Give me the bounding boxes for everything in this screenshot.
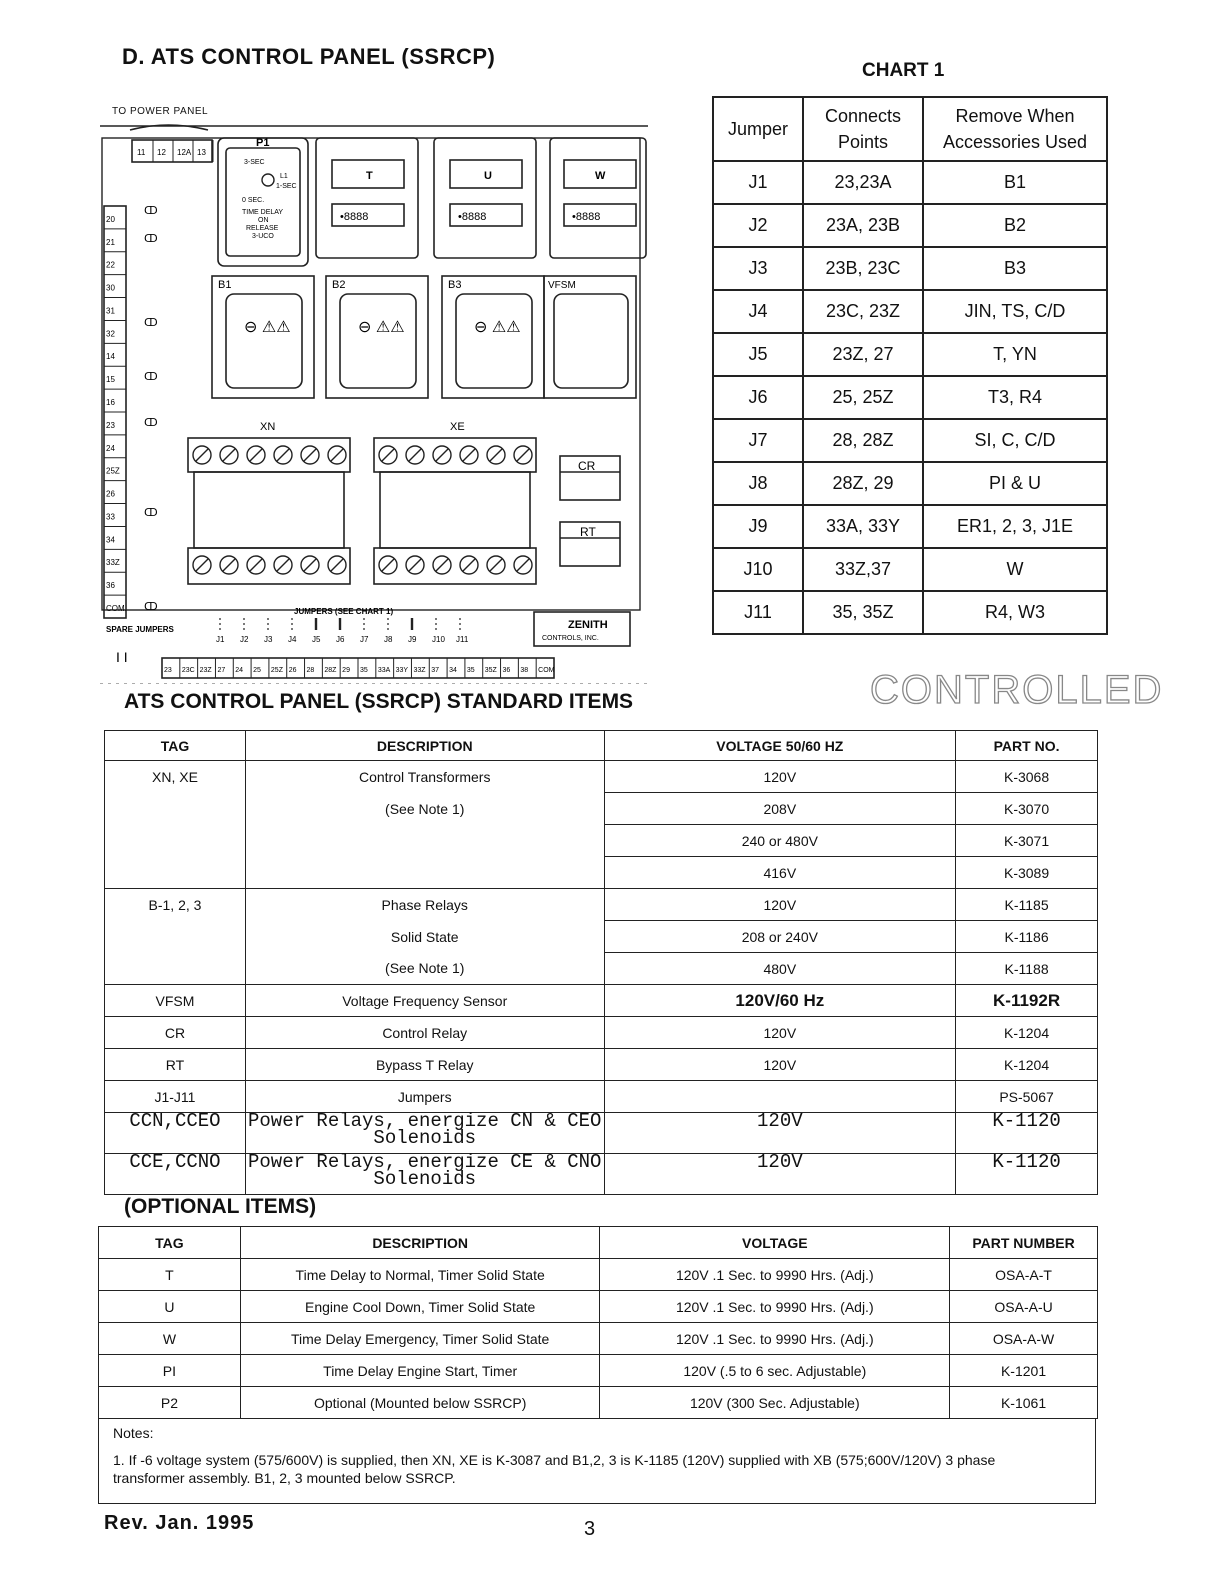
standard-cell: 120V [604,1049,956,1081]
standard-cell: K-3089 [956,857,1098,889]
chart1-header: Remove When Accessories Used [923,97,1107,161]
standard-cell: 480V [604,953,956,985]
p1-dial-icon [262,174,274,186]
chart1-cell: J7 [713,419,803,462]
standard-cell: 120V/60 Hz [604,985,956,1017]
panel-diagram [98,118,650,684]
cr-label: CR [578,459,596,473]
p1-label: P1 [256,137,270,149]
optional-cell: 120V (300 Sec. Adjustable) [600,1387,950,1419]
standard-cell [105,857,246,889]
p1-line: 1-SEC [276,183,297,190]
left-terminal-label: 15 [106,375,115,385]
left-terminal-label: 34 [106,535,115,545]
standard-cell [105,793,246,825]
jumper-name: J2 [240,635,249,644]
screw-slot [382,449,394,461]
optional-cell: Optional (Mounted below SSRCP) [240,1387,600,1419]
standard-cell: 208V [604,793,956,825]
chart1-cell: J2 [713,204,803,247]
left-terminal-label: 31 [106,306,115,316]
jumper-link-icon: ↀ [144,205,158,217]
optional-cell: Time Delay Emergency, Timer Solid State [240,1323,600,1355]
table-row [99,1355,1098,1387]
optional-cell: P2 [99,1387,241,1419]
screw-slot [490,449,502,461]
standard-cell: 120V [604,1017,956,1049]
standard-cell [245,857,604,889]
timer-display-icon: •8888 [458,211,487,223]
table-row [105,921,1098,953]
chart1-row [713,333,1107,376]
standard-cell: 120V [604,1113,956,1154]
screw-slot [490,559,502,571]
chart1-cell: JIN, TS, C/D [923,290,1107,333]
standard-cell: Jumpers [245,1081,604,1113]
page-number: 3 [584,1518,596,1540]
screw-slot [277,559,289,571]
bottom-terminal-label: 23 [164,667,172,674]
chart1-cell: J1 [713,161,803,204]
screw-slot [250,449,262,461]
jumper-link-icon: ↀ [144,601,158,613]
left-terminal-label: 22 [106,260,115,270]
chart1-cell: W [923,548,1107,591]
standard-cell: RT [105,1049,246,1081]
optional-cell: PI [99,1355,241,1387]
screw-slot [223,559,235,571]
left-terminal-label: 16 [106,398,115,407]
standard-cell: XN, XE [105,761,246,793]
optional-cell: K-1061 [950,1387,1098,1419]
standard-items-table [104,730,1098,1195]
standard-cell: Power Relays, energize CE & CNO Solenoids [245,1154,604,1195]
bottom-terminal-label: 33Y [395,667,409,674]
screw-slot [331,449,343,461]
chart1-row [713,247,1107,290]
relay-b2-label: B2 [332,279,346,291]
optional-cell: 120V .1 Sec. to 9990 Hrs. (Adj.) [600,1291,950,1323]
table-row [105,825,1098,857]
xe-label: XE [450,421,465,433]
screw-slot [463,449,475,461]
table-row [105,761,1098,793]
vfsm-label: VFSM [548,280,576,291]
screw-slot [304,449,316,461]
standard-cell: K-3068 [956,761,1098,793]
standard-header: DESCRIPTION [245,731,604,761]
screw-slot [436,449,448,461]
chart1-cell: T, YN [923,333,1107,376]
timer-display-icon: •8888 [572,211,601,223]
left-terminal-label: 32 [106,329,115,339]
chart1-row [713,505,1107,548]
standard-cell: Solid State [245,921,604,953]
chart1-cell: B1 [923,161,1107,204]
optional-header: PART NUMBER [950,1227,1098,1259]
top-terminal-label: 12A [177,148,192,157]
standard-cell: K-1188 [956,953,1098,985]
optional-cell: Engine Cool Down, Timer Solid State [240,1291,600,1323]
screw-slot [304,559,316,571]
chart1-row [713,462,1107,505]
chart1-cell: J6 [713,376,803,419]
chart1-cell: B3 [923,247,1107,290]
table-row [105,793,1098,825]
table-row [105,1049,1098,1081]
optional-cell: K-1201 [950,1355,1098,1387]
table-row [99,1291,1098,1323]
left-terminal-label: 20 [106,214,115,224]
left-terminal-label: COM. [106,604,127,613]
screw-slot [409,559,421,571]
left-terminal-label: 36 [106,581,115,591]
standard-cell [105,953,246,985]
jumper-name: J5 [312,635,321,644]
top-terminal-label: 11 [137,148,146,157]
chart1-cell: 23C, 23Z [803,290,923,333]
jumper-name: J4 [288,635,297,644]
chart1-cell: ER1, 2, 3, J1E [923,505,1107,548]
table-row [105,1081,1098,1113]
table-row [99,1323,1098,1355]
standard-cell: Voltage Frequency Sensor [245,985,604,1017]
table-row [105,1113,1098,1154]
standard-cell: K-1192R [956,985,1098,1017]
xn-label: XN [260,421,276,433]
left-terminal-label: 25Z [106,466,120,476]
jumper-name: J10 [432,635,445,644]
to-power-panel-label: TO POWER PANEL [112,106,209,117]
bottom-terminal-label: 23Z [199,667,212,674]
standard-cell: 120V [604,1154,956,1195]
screw-slot [517,449,529,461]
optional-cell: Time Delay to Normal, Timer Solid State [240,1259,600,1291]
left-terminal-label: 26 [106,489,115,499]
relay-contacts-icon: ⊖ ⚠⚠ [474,319,521,336]
optional-items-title: (OPTIONAL ITEMS) [124,1195,317,1218]
left-terminal-label: 24 [106,443,115,453]
standard-cell: CCE,CCNO [105,1154,246,1195]
screw-slot [250,559,262,571]
chart1-row [713,548,1107,591]
left-terminal-label: 33Z [106,558,120,568]
standard-cell: 208 or 240V [604,921,956,953]
notes-heading: Notes: [113,1425,154,1441]
screw-slot [382,559,394,571]
table-row [105,1154,1098,1195]
table-row [99,1259,1098,1291]
chart1-cell: R4, W3 [923,591,1107,634]
bottom-terminal-label: 23C [181,667,195,674]
table-row [105,985,1098,1017]
bottom-terminal-label: 35Z [484,667,497,674]
table-row [105,857,1098,889]
chart1-cell: 23B, 23C [803,247,923,290]
p1-line: TIME DELAY [242,209,284,216]
standard-cell: VFSM [105,985,246,1017]
spare-jumper-icon: I I [116,649,128,665]
standard-cell: K-3071 [956,825,1098,857]
chart1-row [713,204,1107,247]
optional-cell: Time Delay Engine Start, Timer [240,1355,600,1387]
jumper-link-icon: ↀ [144,507,158,519]
optional-cell: 120V .1 Sec. to 9990 Hrs. (Adj.) [600,1259,950,1291]
bottom-terminal-label: 26 [288,667,297,674]
screw-slot [196,559,208,571]
standard-cell: K-1120 [956,1154,1098,1195]
bottom-terminal-label: 36 [502,667,511,674]
standard-cell: (See Note 1) [245,793,604,825]
standard-cell: K-1204 [956,1049,1098,1081]
optional-cell: U [99,1291,241,1323]
standard-cell: CR [105,1017,246,1049]
optional-items-table [98,1226,1098,1419]
chart1-cell: J10 [713,548,803,591]
bottom-terminal-label: 25Z [270,667,283,674]
screw-slot [223,449,235,461]
bottom-terminal-label: 29 [342,667,350,674]
notes-box [98,1418,1096,1504]
chart1-cell: 23A, 23B [803,204,923,247]
standard-cell [245,825,604,857]
standard-cell: 120V [604,761,956,793]
bottom-terminal-label: 38 [520,667,529,674]
relay-b3-label: B3 [448,279,462,291]
screw-slot [463,559,475,571]
jumper-name: J7 [360,635,369,644]
standard-cell [105,825,246,857]
jumper-name: J1 [216,635,225,644]
chart1-row [713,290,1107,333]
relay-contacts-icon: ⊖ ⚠⚠ [358,319,405,336]
optional-header: VOLTAGE [600,1227,950,1259]
screw-slot [436,559,448,571]
p1-line: 0 SEC. [242,197,265,204]
chart1-cell: 35, 35Z [803,591,923,634]
chart1-cell: J8 [713,462,803,505]
standard-cell: K-1186 [956,921,1098,953]
optional-cell: 120V (.5 to 6 sec. Adjustable) [600,1355,950,1387]
chart1-cell: 25, 25Z [803,376,923,419]
standard-header: VOLTAGE 50/60 HZ [604,731,956,761]
zenith-logo-sub: CONTROLS, INC. [542,635,599,642]
table-row [105,953,1098,985]
left-terminal-column [104,205,158,618]
standard-header: PART NO. [956,731,1098,761]
standard-cell: J1-J11 [105,1081,246,1113]
left-terminal-label: 21 [106,237,115,247]
relay-w-label: W [595,170,606,182]
bottom-terminal-label: 33A [377,667,391,674]
bottom-terminal-label: 28Z [324,667,337,674]
standard-cell: Control Relay [245,1017,604,1049]
chart1-header: Connects Points [803,97,923,161]
chart1-cell: J4 [713,290,803,333]
relay-t-label: T [366,170,373,182]
bottom-terminal-label: COM [538,667,555,674]
optional-cell: OSA-A-T [950,1259,1098,1291]
bottom-terminal-label: 35 [360,667,368,674]
page-title: D. ATS CONTROL PANEL (SSRCP) [122,44,496,69]
bottom-terminal-label: 34 [449,667,457,674]
chart1-cell: 28, 28Z [803,419,923,462]
jumper-link-icon: ↀ [144,317,158,329]
chart1-row [713,591,1107,634]
controlled-stamp: CONTROLLED [870,668,1164,712]
rt-label: RT [580,525,596,539]
standard-cell: 120V [604,889,956,921]
bottom-terminal-label: 24 [235,667,244,674]
p1-line: 3-SEC [244,159,265,166]
optional-cell: T [99,1259,241,1291]
timer-display-icon: •8888 [340,211,369,223]
standard-cell: K-1185 [956,889,1098,921]
chart1-row [713,419,1107,462]
top-terminal-strip [137,140,213,162]
chart1-cell: J5 [713,333,803,376]
p1-line: ON [258,217,269,224]
chart1-cell: 23,23A [803,161,923,204]
bottom-terminal-strip [164,658,555,678]
revision-date: Rev. Jan. 1995 [104,1512,255,1534]
standard-header: TAG [105,731,246,761]
jumper-row [216,618,469,644]
jumper-name: J6 [336,635,345,644]
screw-slot [409,449,421,461]
left-terminal-label: 23 [106,420,115,430]
jumper-name: J3 [264,635,273,644]
screw-slot [277,449,289,461]
chart1-title: CHART 1 [862,60,945,81]
jumper-name: J9 [408,635,417,644]
jumper-name: J11 [456,635,469,644]
standard-cell: Control Transformers [245,761,604,793]
chart1-cell: PI & U [923,462,1107,505]
chart1-cell: T3, R4 [923,376,1107,419]
terminal-screws [193,446,532,574]
optional-cell: OSA-A-W [950,1323,1098,1355]
p1-line: RELEASE [246,225,279,232]
screw-slot [517,559,529,571]
standard-cell: 416V [604,857,956,889]
jumper-link-icon: ↀ [144,233,158,245]
zenith-logo: ZENITH [568,619,608,631]
relay-b1-label: B1 [218,279,232,291]
standard-cell: 240 or 480V [604,825,956,857]
optional-cell: W [99,1323,241,1355]
optional-cell: OSA-A-U [950,1291,1098,1323]
standard-cell: K-3070 [956,793,1098,825]
relay-contacts-icon: ⊖ ⚠⚠ [244,319,291,336]
table-row [99,1387,1098,1419]
chart1-header: Jumper [713,97,803,161]
chart1-cell: B2 [923,204,1107,247]
note-1: 1. If -6 voltage system (575/600V) is supplied, then XN, XE is K-3087 and B1,2, 3 is K-1185 (120V) supplied with XB (575;600V/120V) 3 phase transformer assembly. B1, 2, 3 mounted below SSRCP. [113,1452,996,1486]
left-terminal-label: 30 [106,283,115,293]
p1-line: L1 [280,173,288,180]
chart1-row [713,161,1107,204]
jumper-name: J8 [384,635,393,644]
standard-cell: B-1, 2, 3 [105,889,246,921]
standard-cell: Power Relays, energize CN & CEO Solenoids [245,1113,604,1154]
bottom-terminal-label: 25 [253,667,261,674]
chart1-cell: 23Z, 27 [803,333,923,376]
standard-cell: K-1204 [956,1017,1098,1049]
standard-cell: CCN,CCEO [105,1113,246,1154]
left-terminal-label: 33 [106,512,115,522]
standard-cell: Bypass T Relay [245,1049,604,1081]
chart1-cell: 33A, 33Y [803,505,923,548]
standard-cell [604,1081,956,1113]
chart1-row [713,376,1107,419]
chart1-cell: SI, C, C/D [923,419,1107,462]
spare-jumpers-label: SPARE JUMPERS [106,625,174,634]
screw-slot [196,449,208,461]
chart1-table [712,96,1108,635]
standard-cell: Phase Relays [245,889,604,921]
optional-header: DESCRIPTION [240,1227,600,1259]
bottom-terminal-label: 35 [466,667,475,674]
standard-cell: (See Note 1) [245,953,604,985]
bottom-terminal-label: 28 [306,667,315,674]
bottom-terminal-label: 33Z [413,667,426,674]
standard-cell: PS-5067 [956,1081,1098,1113]
chart1-cell: 33Z,37 [803,548,923,591]
standard-cell [105,921,246,953]
p1-line: 3-UCO [252,233,274,240]
left-terminal-label: 14 [106,352,115,362]
chart1-cell: J3 [713,247,803,290]
top-terminal-label: 13 [197,148,206,157]
table-row [105,889,1098,921]
standard-cell: K-1120 [956,1113,1098,1154]
jumper-link-icon: ↀ [144,417,158,429]
standard-items-title: ATS CONTROL PANEL (SSRCP) STANDARD ITEMS [124,690,634,713]
chart1-cell: J11 [713,591,803,634]
optional-cell: 120V .1 Sec. to 9990 Hrs. (Adj.) [600,1323,950,1355]
jumpers-label: JUMPERS (SEE CHART 1) [294,607,394,616]
bottom-terminal-label: 37 [431,667,440,674]
table-row [105,1017,1098,1049]
relay-u-label: U [484,170,492,182]
screw-slot [331,559,343,571]
bottom-terminal-label: 27 [217,667,226,674]
chart1-cell: 28Z, 29 [803,462,923,505]
chart1-cell: J9 [713,505,803,548]
top-terminal-label: 12 [157,148,166,157]
jumper-link-icon: ↀ [144,371,158,383]
optional-header: TAG [99,1227,241,1259]
